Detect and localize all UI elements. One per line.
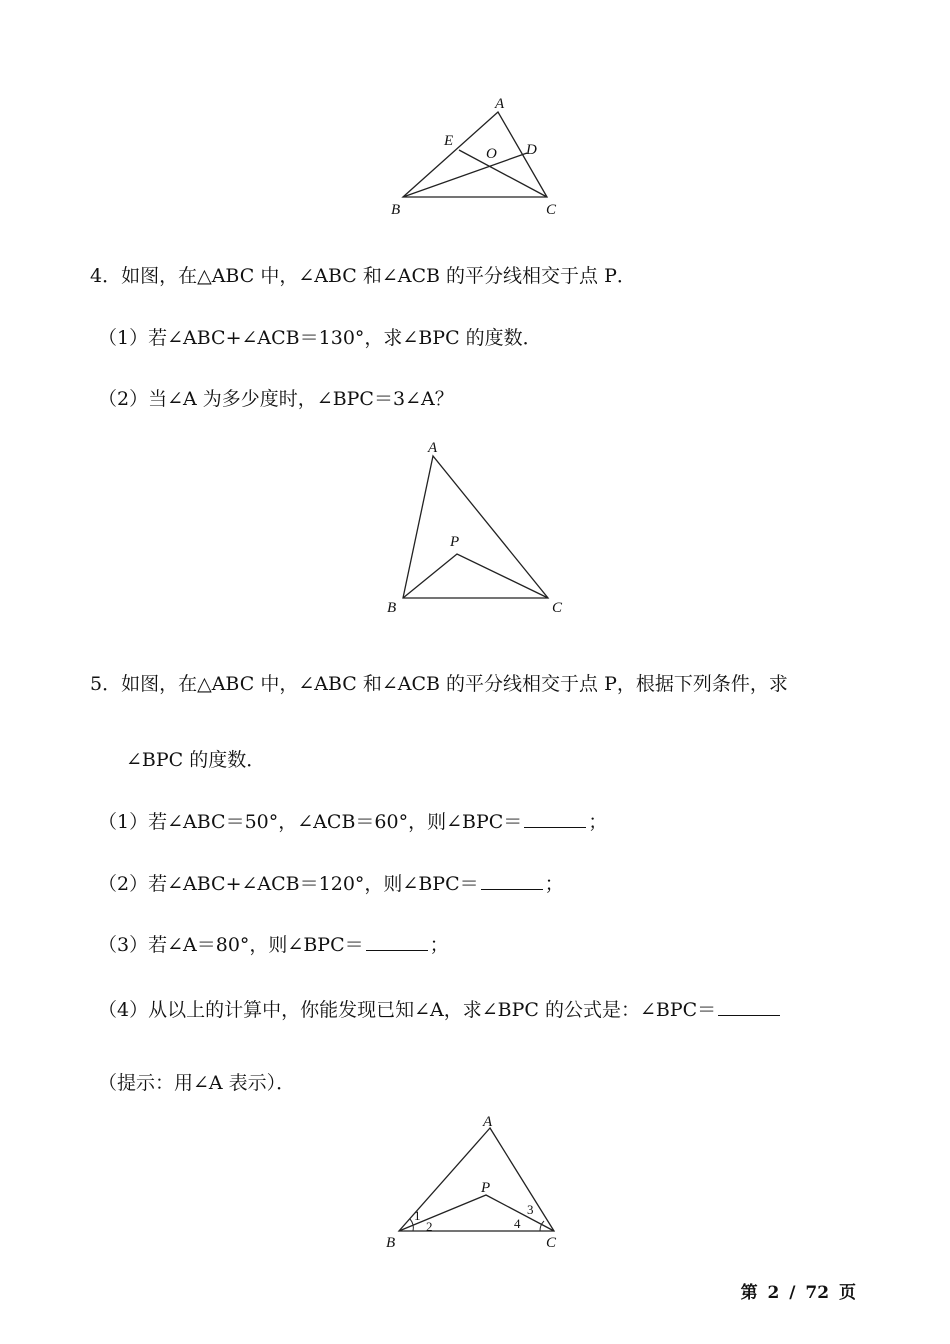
q5-part1-end: ； [588,811,608,833]
label-p: P [481,1180,491,1196]
triangle-abc [403,456,548,598]
figure-triangle-eod-svg [385,92,565,222]
q5-part1 [98,807,950,834]
q5-part4-blank[interactable] [718,997,780,1016]
angle-label-4: 4 [514,1216,521,1231]
angle-label-2: 2 [426,1219,433,1234]
q5-part2-text: （2）若∠ABC+∠ACB＝120°，则∠BPC＝ [98,873,479,895]
page-number [739,1278,858,1303]
q5-part4-text: （4）从以上的计算中，你能发现已知∠A，求∠BPC 的公式是：∠BPC＝ [98,999,717,1021]
q5-part3-blank[interactable] [366,932,428,951]
figure-triangle-eod [385,92,565,222]
q5-part3-text: （3）若∠A＝80°，则∠BPC＝ [98,934,364,956]
label-c: C [546,1235,557,1251]
q4-part2: （2）当∠A 为多少度时，∠BPC＝3∠A？ [98,388,454,410]
angle-arc-b [410,1219,413,1231]
label-o: O [486,146,497,162]
label-p: P [450,534,460,550]
label-b: B [386,1235,396,1251]
q5-part2-end: ； [544,873,564,895]
label-b: B [387,600,397,616]
q5-part4 [98,995,950,1022]
q4-part1: （1）若∠ABC+∠ACB＝130°，求∠BPC 的度数． [98,327,542,349]
bisectors-bp-pc [403,554,548,598]
label-e: E [444,133,454,149]
label-d: D [526,142,537,158]
q5-hint: （提示：用∠A 表示）． [98,1072,296,1094]
q5-stem-line2: ∠BPC 的度数． [126,749,266,771]
figure-triangle-p [380,432,580,617]
label-b: B [391,202,401,218]
label-a: A [495,96,505,112]
angle-label-3: 3 [527,1202,534,1217]
segment-be [403,153,527,197]
q5-part1-blank[interactable] [524,809,586,828]
figure-triangle-angles [380,1110,570,1255]
q5-part1-text: （1）若∠ABC＝50°，∠ACB＝60°，则∠BPC＝ [98,811,523,833]
label-a: A [428,440,438,456]
q5-part2-blank[interactable] [481,871,543,890]
figure-triangle-p-svg [380,432,580,617]
figure-triangle-angles-svg [380,1110,570,1255]
page-number-total: 72 [805,1283,830,1303]
page-number-current: 2 [767,1283,780,1303]
q5-part3 [98,930,950,957]
page-number-prefix: 第 [740,1283,758,1303]
page-number-sep: / [789,1283,796,1303]
page-number-suffix: 页 [839,1283,856,1303]
label-a: A [483,1114,493,1130]
q5-stem-line1: 5．如图，在△ABC 中，∠ABC 和∠ACB 的平分线相交于点 P，根据下列条件，求 [90,673,788,695]
q5-part2 [98,869,950,896]
angle-label-1: 1 [414,1208,421,1223]
label-c: C [546,202,557,218]
q4-stem: 4．如图，在△ABC 中，∠ABC 和∠ACB 的平分线相交于点 P． [90,265,636,287]
q5-part3-end: ； [429,934,449,956]
label-c: C [552,600,563,616]
